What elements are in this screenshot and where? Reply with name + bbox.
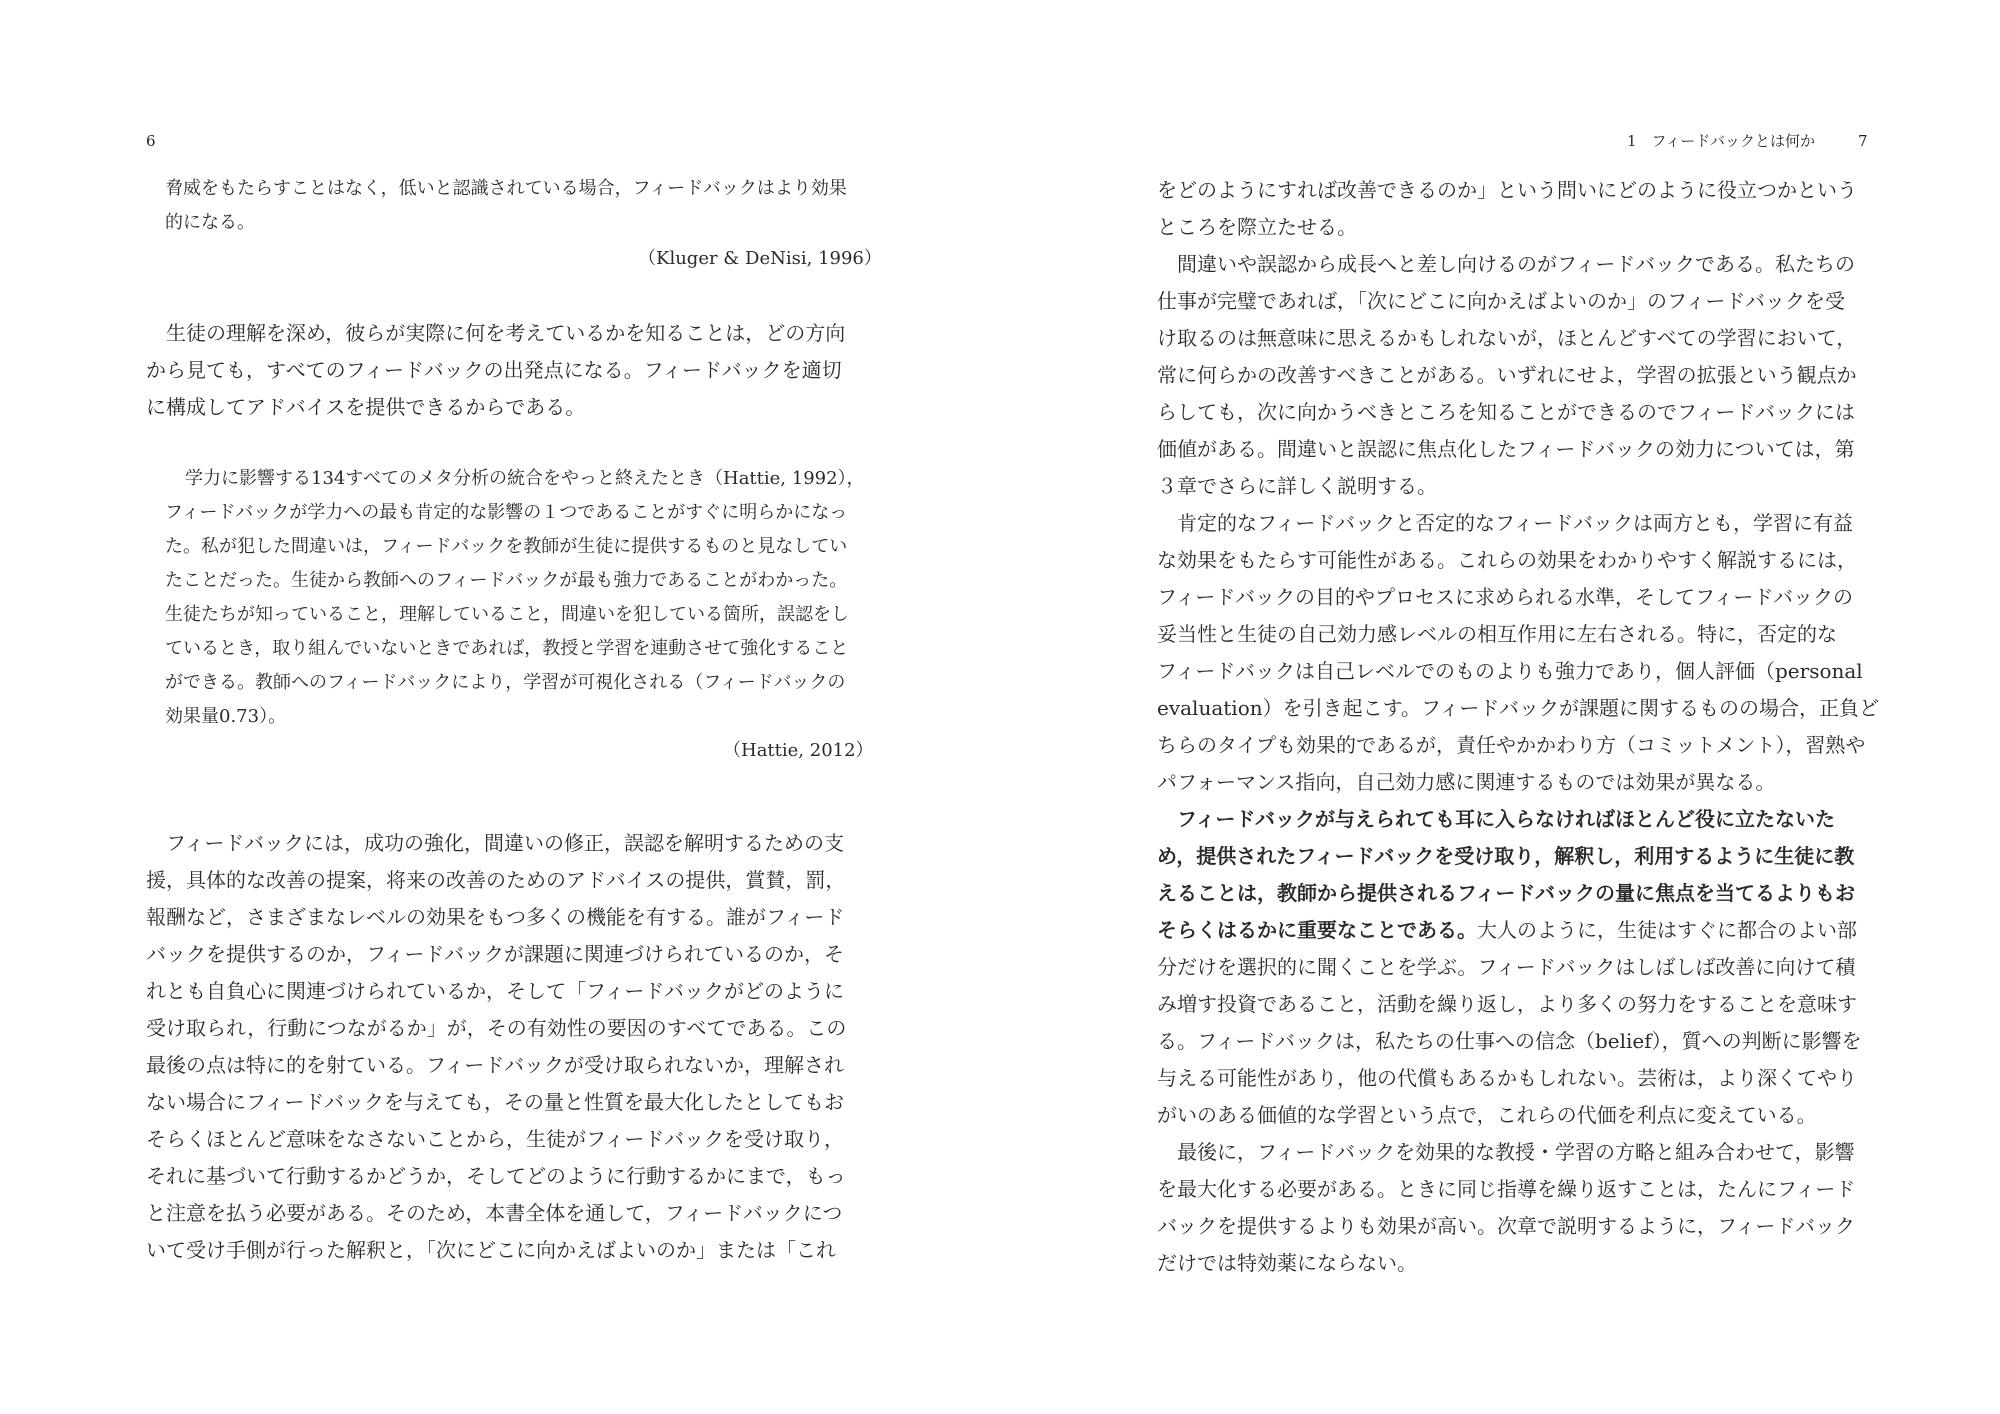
- text-line: 与える可能性があり，他の代償もあるかもしれない。芸術は，より深くてやり: [1157, 1066, 1857, 1090]
- text-line: 報酬など，さまざまなレベルの効果をもつ多くの機能を有する。誰がフィード: [146, 905, 845, 929]
- bold-text: そらくはるかに重要なことである。: [1157, 918, 1477, 942]
- text-line: そらくほとんど意味をなさないことから，生徒がフィードバックを受け取り，: [146, 1127, 844, 1151]
- text-line: 受け取られ，行動につながるか」が，その有効性の要因のすべてである。この: [146, 1016, 847, 1040]
- bold-text: め，提供されたフィードバックを受け取り，解釈し，利用するように生徒に教: [1157, 844, 1855, 868]
- text-line: フィードバックは自己レベルでのものよりも強力であり，個人評価（personal: [1157, 659, 1863, 683]
- text-line-bold: [1157, 801, 1879, 838]
- paragraph: [1157, 172, 1879, 1282]
- text-line: がいのある価値的な学習という点で，これらの代価を利点に変えている。: [1157, 1103, 1817, 1127]
- text-line: それに基づいて行動するかどうか，そしてどのように行動するかにまで，もっ: [146, 1164, 846, 1188]
- quote-block-kluger: [165, 172, 847, 240]
- text-line: バックを提供するのか，フィードバックが課題に関連づけられているのか，そ: [146, 942, 844, 966]
- text-line: たことだった。生徒から教師へのフィードバックが最も強力であることがわかった。: [165, 570, 848, 591]
- text-line: 最後の点は特に的を射ている。フィードバックが受け取られないか，理解され: [146, 1053, 844, 1077]
- text-line: 仕事が完璧であれば，「次にどこに向かえばよいのか」のフィードバックを受: [1157, 289, 1845, 313]
- text-line: 的になる。: [165, 212, 255, 233]
- paragraph: [146, 825, 846, 1269]
- quote-block-hattie: [165, 462, 865, 734]
- text-line: らしても，次に向かうべきところを知ることができるのでフィードバックには: [1157, 400, 1855, 424]
- text-line: フィードバックの目的やプロセスに求められる水準，そしてフィードバックの: [1157, 585, 1853, 609]
- text-line: 最後に，フィードバックを効果的な教授・学習の方略と組み合わせて，影響: [1177, 1140, 1855, 1164]
- running-header: 1 フィードバックとは何か: [1627, 132, 1816, 150]
- text-line: 生徒の理解を深め，彼らが実際に何を考えているかを知ることは，どの方向: [166, 321, 846, 345]
- text-line: る。フィードバックは，私たちの仕事への信念（belief），質への判断に影響を: [1157, 1029, 1862, 1053]
- text-line: ない場合にフィードバックを与えても，その量と性質を最大化したとしてもお: [146, 1090, 844, 1114]
- text-line: いて受け手側が行った解釈と，「次にどこに向かえばよいのか」または「これ: [146, 1238, 836, 1262]
- text-line: パフォーマンス指向，自己効力感に関連するものでは効果が異なる。: [1157, 770, 1776, 794]
- text-line: み増す投資であること，活動を繰り返し，より多くの努力をすることを意味す: [1157, 992, 1857, 1016]
- text-line: け取るのは無意味に思えるかもしれないが，ほとんどすべての学習において，: [1157, 326, 1857, 350]
- text-line: ができる。教師へのフィードバックにより，学習が可視化される（フィードバックの: [165, 672, 846, 693]
- text-line: 肯定的なフィードバックと否定的なフィードバックは両方とも，学習に有益: [1177, 511, 1853, 535]
- page-number: 6: [146, 132, 156, 150]
- bold-text: えることは，教師から提供されるフィードバックの量に焦点を当てるよりもお: [1157, 881, 1855, 905]
- text-line-bold: [1157, 838, 1879, 875]
- bold-text: フィードバックが与えられても耳に入らなければほとんど役に立たないた: [1177, 807, 1835, 831]
- text-line: 生徒たちが知っていること，理解していること，間違いを犯している箇所，誤認をし: [165, 604, 849, 625]
- text-line: 価値がある。間違いと誤認に焦点化したフィードバックの効力については，第: [1157, 437, 1855, 461]
- paragraph: [146, 315, 845, 426]
- text-line: evaluation）を引き起こす。フィードバックが課題に関するものの場合，正負ど: [1157, 696, 1880, 720]
- text-line: をどのようにすれば改善できるのか」という問いにどのように役立つかという: [1157, 178, 1857, 202]
- text-line: 分だけを選択的に聞くことを学ぶ。フィードバックはしばしば改善に向けて積: [1157, 955, 1856, 979]
- right-page: [1000, 0, 2000, 1414]
- text-line: バックを提供するよりも効果が高い。次章で説明するように，フィードバック: [1157, 1214, 1855, 1238]
- text-line: を最大化する必要がある。ときに同じ指導を繰り返すことは，たんにフィード: [1157, 1177, 1856, 1201]
- text-line: と注意を払う必要がある。そのため，本書全体を通して，フィードバックにつ: [146, 1201, 843, 1225]
- text-line: 効果量0.73）。: [165, 706, 287, 727]
- citation: （Hattie, 2012）: [723, 740, 874, 761]
- text-line: フィードバックには，成功の強化，間違いの修正，誤認を解明するための支: [166, 831, 844, 855]
- text-line: た。私が犯した間違いは，フィードバックを教師が生徒に提供するものと見なしてい: [165, 536, 848, 557]
- text-line: ３章でさらに詳しく説明する。: [1157, 474, 1437, 498]
- text-line: ちらのタイプも効果的であるが，責任やかかわり方（コミットメント），習熟や: [1157, 733, 1866, 757]
- text-line-mixed: [1157, 912, 1879, 949]
- text-line: 援，具体的な改善の提案，将来の改善のためのアドバイスの提供，賞賛，罰，: [146, 868, 846, 892]
- text-line: 脅威をもたらすことはなく，低いと認識されている場合，フィードバックはより効果: [165, 178, 847, 199]
- text-line: から見ても，すべてのフィードバックの出発点になる。フィードバックを適切: [146, 358, 842, 382]
- text-line: な効果をもたらす可能性がある。これらの効果をわかりやすく解説するには，: [1157, 548, 1857, 572]
- text-line: れとも自負心に関連づけられているか，そして「フィードバックがどのように: [146, 979, 844, 1003]
- text-line: 常に何らかの改善すべきことがある。いずれにせよ，学習の拡張という観点か: [1157, 363, 1857, 387]
- text-line: 間違いや誤認から成長へと差し向けるのがフィードバックである。私たちの: [1177, 252, 1855, 276]
- text-run: 大人のように，生徒はすぐに都合のよい部: [1477, 918, 1857, 942]
- text-line-bold: [1157, 875, 1879, 912]
- text-line: 学力に影響する134すべてのメタ分析の統合をやっと終えたとき（Hattie, 1992），: [185, 468, 865, 489]
- text-line: フィードバックが学力への最も肯定的な影響の１つであることがすぐに明らかになっ: [165, 502, 848, 523]
- text-line: ところを際立たせる。: [1157, 215, 1357, 239]
- text-line: ているとき，取り組んでいないときであれば，教授と学習を連動させて強化すること: [165, 638, 849, 659]
- text-line: 妥当性と生徒の自己効力感レベルの相互作用に左右される。特に，否定的な: [1157, 622, 1837, 646]
- page-number: 7: [1858, 132, 1868, 150]
- citation: （Kluger & DeNisi, 1996）: [638, 248, 882, 269]
- text-line: だけでは特効薬にならない。: [1157, 1251, 1417, 1275]
- text-line: に構成してアドバイスを提供できるからである。: [146, 395, 586, 419]
